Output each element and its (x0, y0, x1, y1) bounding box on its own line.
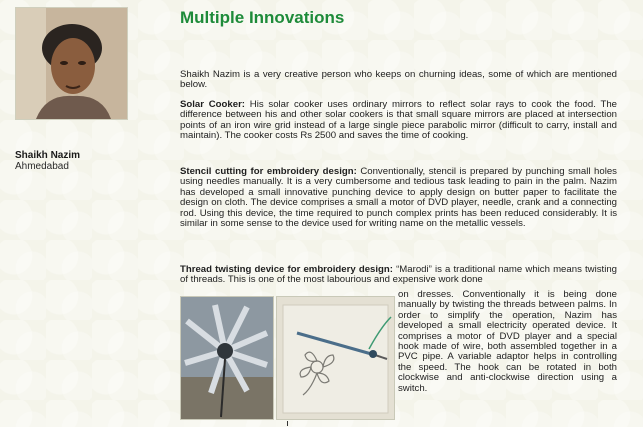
thread-twisting-heading: Thread twisting device for embroidery design: (180, 264, 393, 275)
solar-cooker-paragraph (180, 100, 617, 142)
page-title: Multiple Innovations (180, 8, 345, 27)
solar-cooker-body: His solar cooker uses ordinary mirrors to reflect solar rays to cook the food. The difference between his and other solar cookers is that small square mirrors are placed at intersection points of an iron wire grid instead of a large single piece parabolic mirror (difficult to carry, install and maintain). The cooker costs Rs 2500 and saves the time of cooking. (180, 99, 617, 142)
portrait-photo (15, 7, 128, 120)
page-mark (287, 421, 288, 426)
person-name: Shaikh Nazim (15, 150, 81, 161)
thread-twisting-continued: on dresses. Conventionally it is being done manually by twisting the threads between palms. In order to simplify the operation, Nazim has developed a small electricity operated device. It comprises a motor of DVD player and a special hook made of wire, both assembled together in a PVC pipe. A variable adaptor helps in controlling the speed. The hook can be rotated in both clockwise and anti-clockwise direction using a switch. (398, 289, 617, 394)
stencil-design-photo (276, 296, 395, 420)
stencil-body: Conventionally, stencil is prepared by punching small holes using needles manually. It is a very cumbersome and tedious task leading to pain in the palm. Nazim has developed a small innovative punching device to apply design on butter paper to facilitate the design on cloth. The device comprises a small a motor of DVD player, needle, crank and a connecting rod. Using this device, the time required to punch complex prints has been reduced considerably. It is similar in some sense to the device used for writing name on the metallic vessels. (180, 166, 617, 230)
intro-paragraph: Shaikh Nazim is a very creative person who keeps on churning ideas, some of which are mentioned below. (180, 69, 617, 91)
thread-twisting-body: “Marodi” is a traditional name which means twisting of threads. This is one of the most labourious and expensive work done (180, 264, 617, 286)
person-place: Ahmedabad (15, 161, 69, 172)
solar-cooker-photo (180, 296, 274, 420)
solar-cooker-heading: Solar Cooker: (180, 99, 246, 110)
stencil-paragraph (180, 167, 617, 229)
stencil-heading: Stencil cutting for embroidery design: (180, 166, 357, 177)
thread-twisting-paragraph (180, 265, 617, 286)
